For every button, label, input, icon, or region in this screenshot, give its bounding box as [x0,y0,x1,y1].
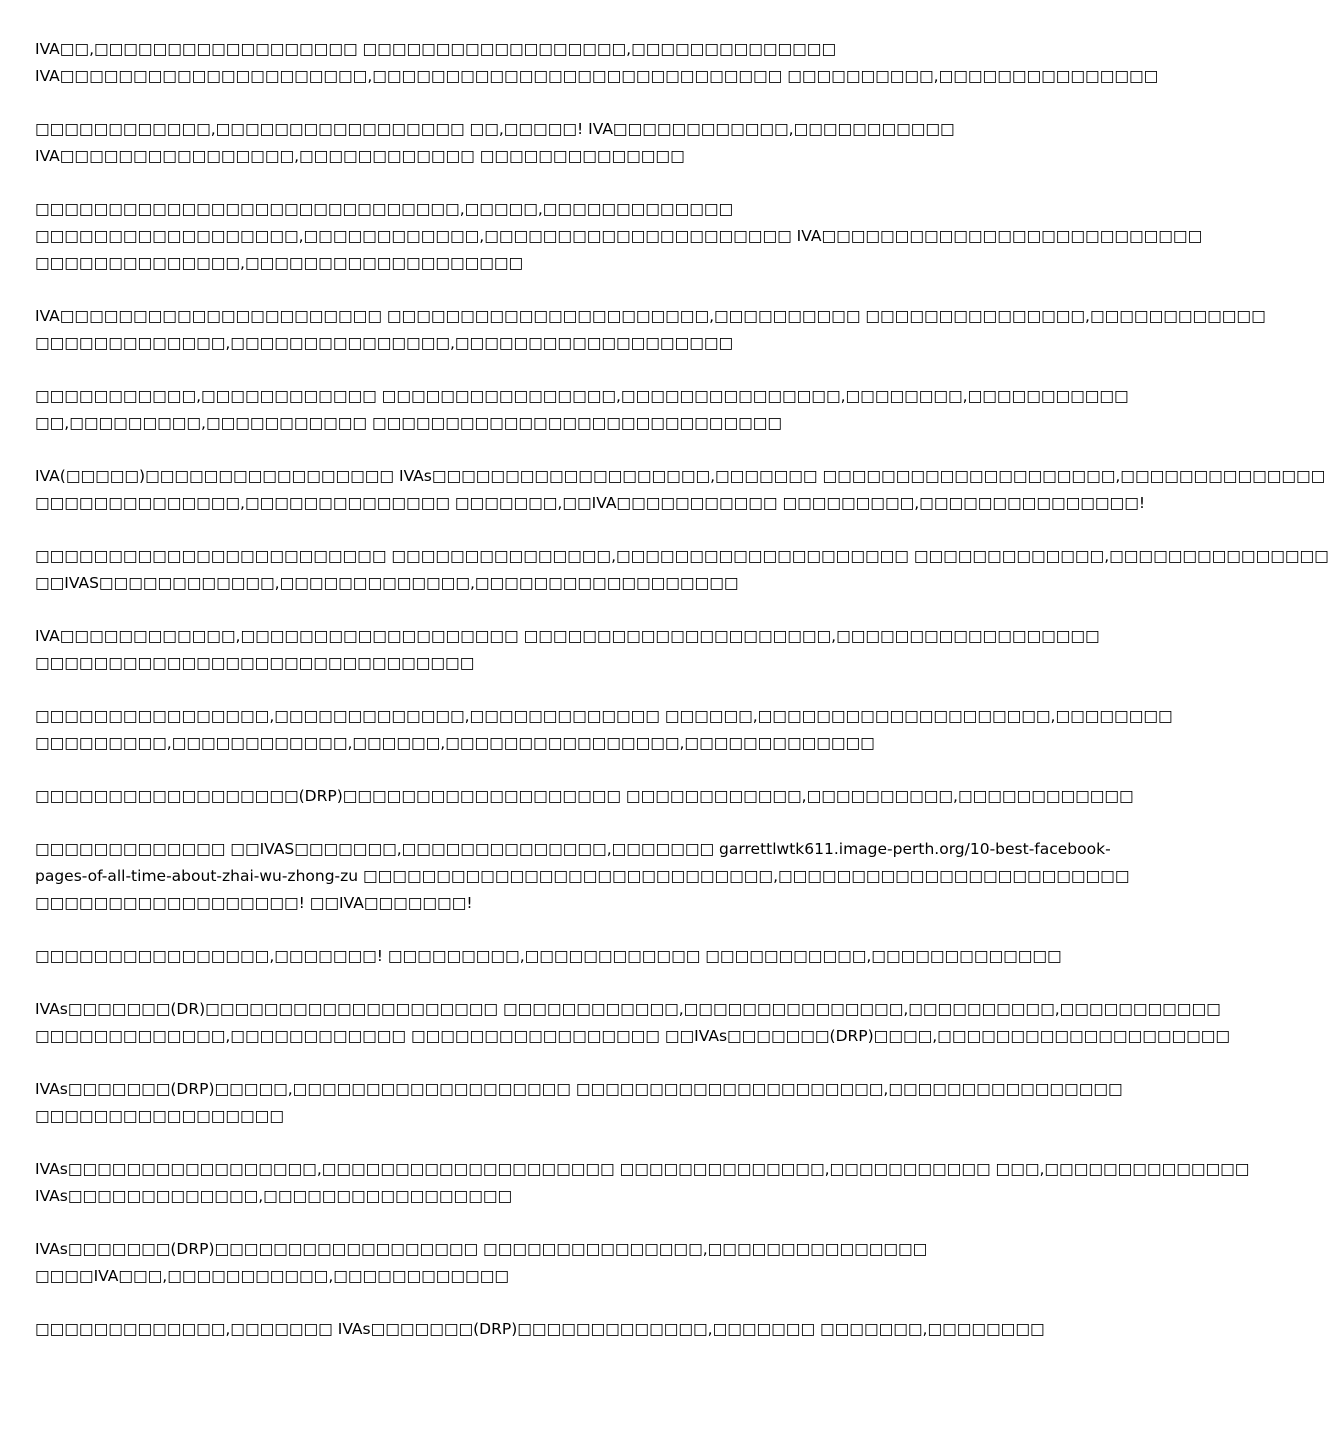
text-line: IVAs□□□□□□□(DRP)□□□□□□□□□□□□□□□□□□ □□□□□□□□□□□□□□□,□□□□□□□□□□□□□□□ [35,1240,928,1258]
text-line: □□□□□□□□□□□□□□□□□□□□□□□□ □□□□□□□□□□□□□□□,□□□□□□□□□□□□□□□□□□□□ □□□□□□□□□□□□□,□□□□□□□□□□□□□□□ [35,547,1329,565]
text-line: □□□□□□□□□□□□□□□□□□□□□□□□□□□□□,□□□□□,□□□□□□□□□□□□□ [35,200,734,218]
paragraph [35,463,1326,517]
paragraph [35,543,1329,597]
text-line: □□□□IVA□□□,□□□□□□□□□□□,□□□□□□□□□□□□ [35,1267,509,1285]
text-line: □□□□□□□□□□□□□□□□□□(DRP)□□□□□□□□□□□□□□□□□□□ □□□□□□□□□□□□,□□□□□□□□□□,□□□□□□□□□□□□ [35,787,1134,805]
text-line: □□□□□□□□□□□□□,□□□□□□□ IVAs□□□□□□□(DRP)□□□□□□□□□□□□□,□□□□□□□ □□□□□□□,□□□□□□□□ [35,1320,1045,1338]
text-line: IVAs□□□□□□□□□□□□□,□□□□□□□□□□□□□□□□□ [35,1187,513,1205]
text-line: □□□□□□□□□□□□□□,□□□□□□□□□□□□□□□□□□□ [35,254,524,272]
text-line: IVA□□□□□□□□□□□□□□□□,□□□□□□□□□□□□ □□□□□□□□□□□□□□ [35,147,685,165]
text-line: □□,□□□□□□□□□,□□□□□□□□□□□ □□□□□□□□□□□□□□□□□□□□□□□□□□□□ [35,414,783,432]
paragraph [35,783,1134,810]
text-line: □□□□□□□□□□□□□□□□□□! □□IVA□□□□□□□! [35,894,473,912]
text-line: □□□□□□□□□,□□□□□□□□□□□□,□□□□□□,□□□□□□□□□□□□□□□□,□□□□□□□□□□□□□ [35,734,875,752]
paragraph [35,836,1130,917]
text-line: □□□□□□□□□□□□□,□□□□□□□□□□□□□□□,□□□□□□□□□□□□□□□□□□□ [35,334,734,352]
text-line: IVA□□□□□□□□□□□□□□□□□□□□□,□□□□□□□□□□□□□□□□□□□□□□□□□□□□ □□□□□□□□□□,□□□□□□□□□□□□□□□ [35,67,1159,85]
paragraph [35,196,1203,277]
text-line: IVAs□□□□□□□(DRP)□□□□□,□□□□□□□□□□□□□□□□□□□ □□□□□□□□□□□□□□□□□□□□□,□□□□□□□□□□□□□□□□ [35,1080,1123,1098]
text-line: IVA(□□□□□)□□□□□□□□□□□□□□□□□ IVAs□□□□□□□□□□□□□□□□□□□,□□□□□□□ □□□□□□□□□□□□□□□□□□□□,□□□□□□□□□□□□□□ [35,467,1326,485]
text-line: □□□□□□□□□□□□□ □□IVAS□□□□□□□,□□□□□□□□□□□□□□,□□□□□□□ garrettlwtk611.image-perth.org/10-best-facebook- [35,840,1111,858]
paragraph [35,1156,1250,1210]
text-line: □□□□□□□□□□□□□,□□□□□□□□□□□□ □□□□□□□□□□□□□□□□□ □□IVAs□□□□□□□(DRP)□□□□,□□□□□□□□□□□□□□□□□□□□ [35,1027,1231,1045]
text-line: IVAs□□□□□□□□□□□□□□□□□,□□□□□□□□□□□□□□□□□□□□ □□□□□□□□□□□□□□,□□□□□□□□□□□ □□□,□□□□□□□□□□□□□□ [35,1160,1250,1178]
paragraph [35,116,995,170]
text-line: □□□□□□□□□□□□□□□□□ [35,1107,284,1125]
text-line: □□□□□□□□□□□□□□□□,□□□□□□□□□□□□□,□□□□□□□□□□□□□ □□□□□□,□□□□□□□□□□□□□□□□□□□□,□□□□□□□□ [35,707,1173,725]
document-body [35,36,1329,1369]
paragraph [35,1236,995,1290]
paragraph [35,303,1266,357]
text-line: IVA□□□□□□□□□□□□□□□□□□□□□□ □□□□□□□□□□□□□□□□□□□□□□,□□□□□□□□□□ □□□□□□□□□□□□□□□,□□□□□□□□□□□□ [35,307,1266,325]
text-line: □□□□□□□□□□□□□□□□,□□□□□□□! □□□□□□□□□,□□□□□□□□□□□□ □□□□□□□□□□□,□□□□□□□□□□□□□ [35,947,1062,965]
paragraph [35,383,1129,437]
text-line: pages-of-all-time-about-zhai-wu-zhong-zu □□□□□□□□□□□□□□□□□□□□□□□□□□□□,□□□□□□□□□□□□□□□□□□□□□□□□ [35,867,1130,885]
text-line: □□□□□□□□□□□□□□□□□□,□□□□□□□□□□□□,□□□□□□□□□□□□□□□□□□□□□ IVA□□□□□□□□□□□□□□□□□□□□□□□□□□ [35,227,1203,245]
paragraph [35,703,1173,757]
text-line: □□□□□□□□□□□□,□□□□□□□□□□□□□□□□□ □□,□□□□□! IVA□□□□□□□□□□□□,□□□□□□□□□□□ [35,120,955,138]
paragraph [35,1076,1123,1130]
text-line: IVA□□□□□□□□□□□□,□□□□□□□□□□□□□□□□□□□ □□□□□□□□□□□□□□□□□□□□□,□□□□□□□□□□□□□□□□□□ [35,627,1100,645]
text-line: □□□□□□□□□□□,□□□□□□□□□□□□ □□□□□□□□□□□□□□□□,□□□□□□□□□□□□□□□,□□□□□□□□,□□□□□□□□□□□ [35,387,1129,405]
paragraph [35,623,1100,677]
text-line: IVAs□□□□□□□(DR)□□□□□□□□□□□□□□□□□□□□ □□□□□□□□□□□□,□□□□□□□□□□□□□□□,□□□□□□□□□□,□□□□□□□□□□□ [35,1000,1221,1018]
paragraph [35,996,1231,1050]
paragraph [35,1316,1045,1343]
text-line: IVA□□,□□□□□□□□□□□□□□□□□□ □□□□□□□□□□□□□□□□□□,□□□□□□□□□□□□□□ [35,40,837,58]
paragraph [35,36,1159,90]
text-line: □□IVAS□□□□□□□□□□□□,□□□□□□□□□□□□□,□□□□□□□□□□□□□□□□□□ [35,574,739,592]
text-line: □□□□□□□□□□□□□□□□□□□□□□□□□□□□□□ [35,654,475,672]
paragraph [35,943,1062,970]
text-line: □□□□□□□□□□□□□□,□□□□□□□□□□□□□□ □□□□□□□,□□IVA□□□□□□□□□□□ □□□□□□□□□,□□□□□□□□□□□□□□□! [35,494,1146,512]
